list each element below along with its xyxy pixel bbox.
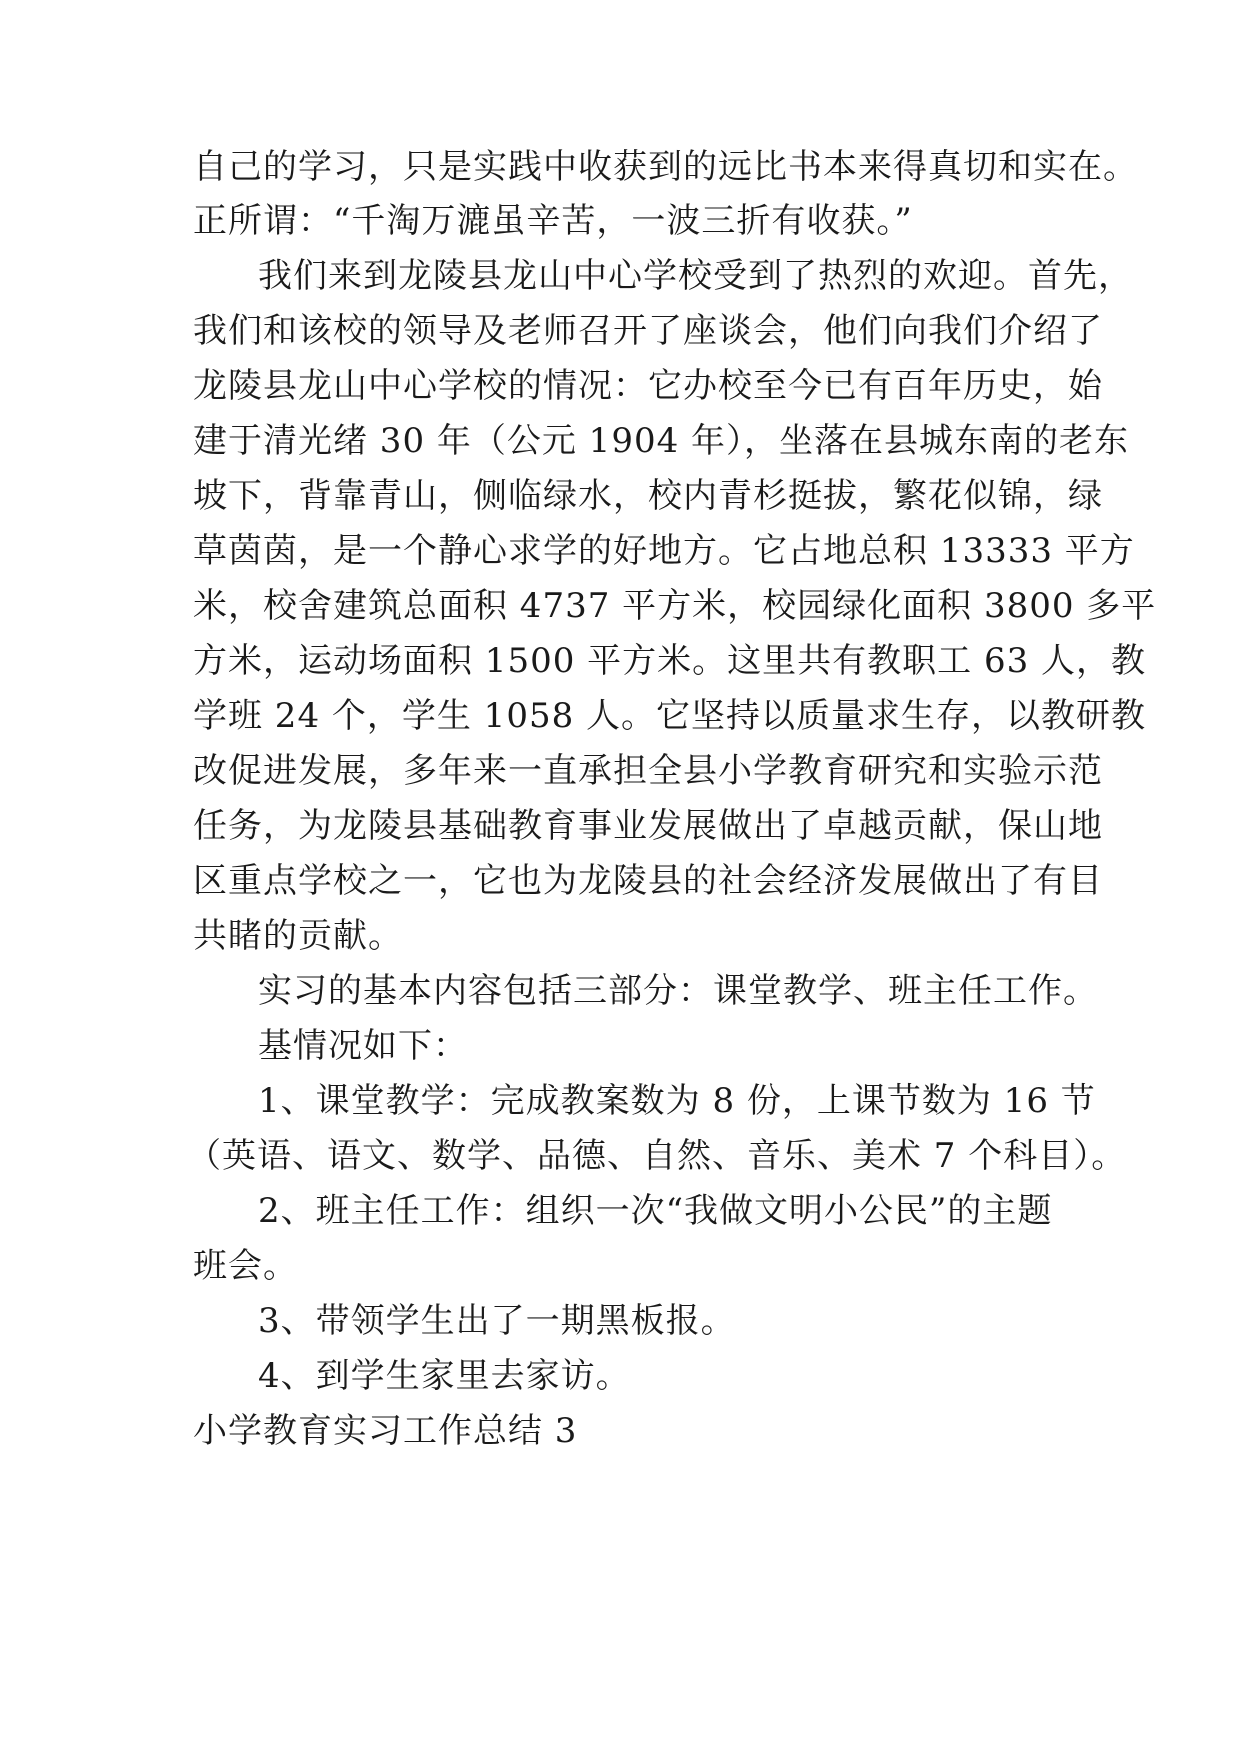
text-line: 共睹的贡献。 [193, 916, 403, 956]
text-line: 学班 24 个，学生 1058 人。它坚持以质量求生存，以教研教 [193, 696, 1147, 736]
text-line: 草茵茵，是一个静心求学的好地方。它占地总积 13333 平方 [193, 531, 1135, 571]
text-line: 正所谓：“千淘万漉虽辛苦，一波三折有收获。” [193, 201, 913, 241]
text-line: 班会。 [193, 1246, 298, 1286]
text-line: 龙陵县龙山中心学校的情况：它办校至今已有百年历史，始 [193, 366, 1103, 406]
text-line: 建于清光绪 30 年（公元 1904 年），坐落在县城东南的老东 [193, 421, 1130, 461]
text-line: （英语、语文、数学、品德、自然、音乐、美术 7 个科目）。 [187, 1136, 1127, 1176]
list-item-3: 3、带领学生出了一期黑板报。 [258, 1301, 736, 1341]
text-line: 基情况如下： [258, 1026, 468, 1066]
list-item-1: 1、课堂教学：完成教案数为 8 份，上课节数为 16 节 [258, 1081, 1096, 1121]
text-line: 方米，运动场面积 1500 平方米。这里共有教职工 63 人，教 [193, 641, 1147, 681]
text-line: 我们和该校的领导及老师召开了座谈会，他们向我们介绍了 [193, 311, 1103, 351]
paragraph-start-line: 我们来到龙陵县龙山中心学校受到了热烈的欢迎。首先， [258, 256, 1133, 296]
text-line: 任务，为龙陵县基础教育事业发展做出了卓越贡献，保山地 [193, 806, 1103, 846]
text-line: 区重点学校之一，它也为龙陵县的社会经济发展做出了有目 [193, 861, 1103, 901]
list-item-4: 4、到学生家里去家访。 [258, 1356, 631, 1396]
text-line: 米，校舍建筑总面积 4737 平方米，校园绿化面积 3800 多平 [193, 586, 1157, 626]
text-line: 改促进发展，多年来一直承担全县小学教育研究和实验示范 [193, 751, 1103, 791]
section-heading: 小学教育实习工作总结 3 [193, 1411, 578, 1451]
text-line: 坡下，背靠青山，侧临绿水，校内青杉挺拔，繁花似锦，绿 [193, 476, 1103, 516]
list-item-2: 2、班主任工作：组织一次“我做文明小公民”的主题 [258, 1191, 1053, 1231]
paragraph-start-line: 实习的基本内容包括三部分：课堂教学、班主任工作。 [258, 971, 1098, 1011]
text-line: 自己的学习，只是实践中收获到的远比书本来得真切和实在。 [193, 147, 1138, 187]
